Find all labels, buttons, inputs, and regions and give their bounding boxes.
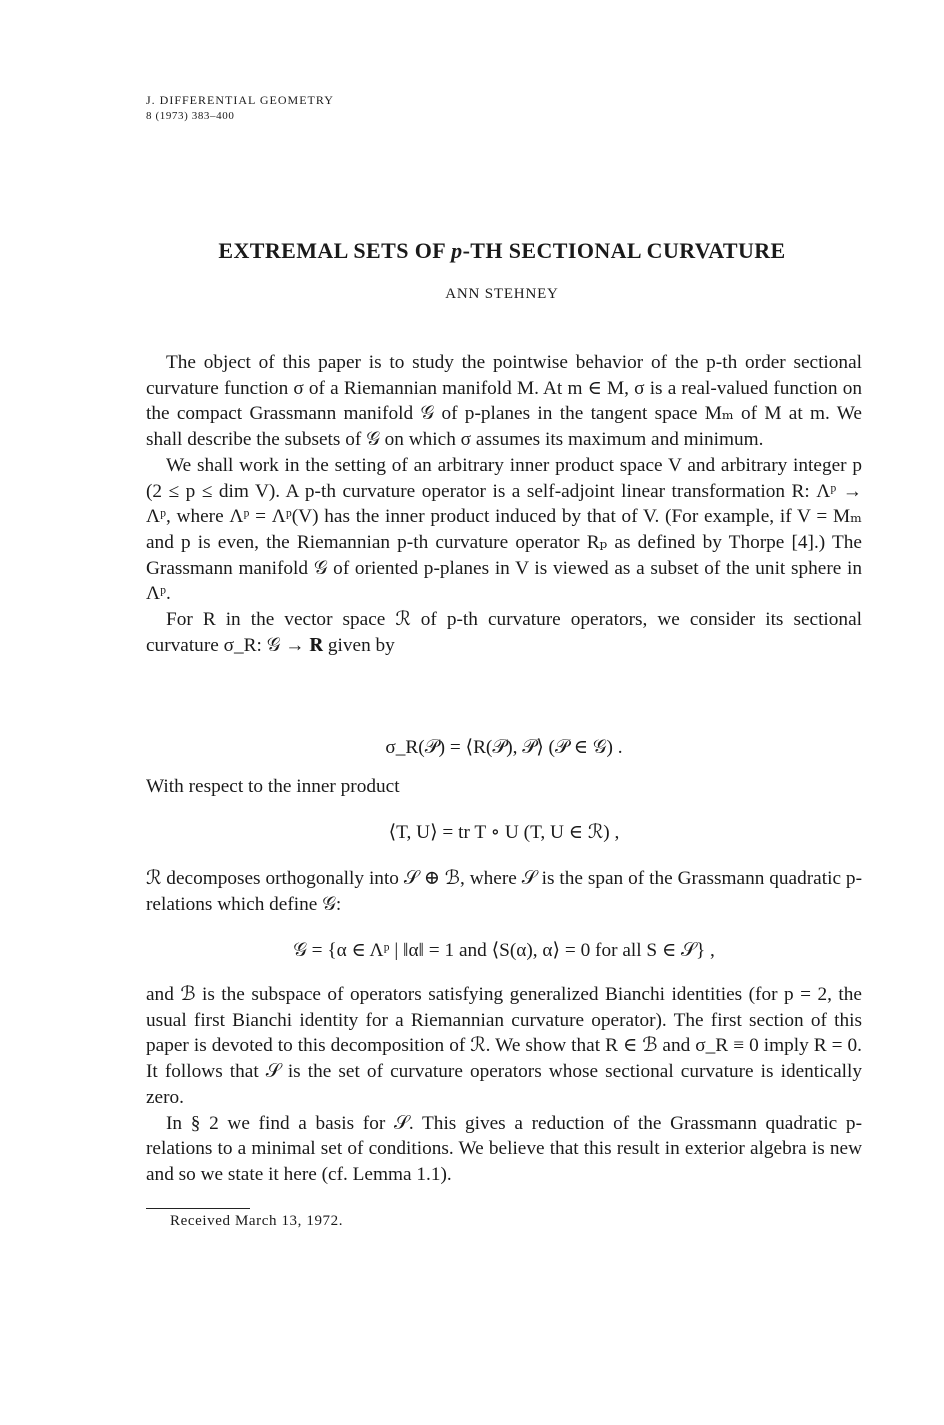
title-suffix: -TH SECTIONAL CURVATURE [462, 238, 786, 263]
journal-header [146, 92, 334, 124]
footnote-received: Received March 13, 1972. [170, 1213, 344, 1229]
body-block-4 [146, 982, 862, 1188]
paragraph-sectional-curvature: For R in the vector space ℛ of p-th curvature operators, we consider its sectional curvature σ_R: 𝒢 → 𝐑 given by [146, 609, 862, 656]
paper-title [146, 238, 858, 264]
body-block-2 [146, 774, 862, 800]
body-block-3 [146, 866, 862, 917]
title-prefix: EXTREMAL SETS OF [218, 238, 452, 263]
paragraph-inner-product: With respect to the inner product [146, 776, 400, 797]
paragraph-intro: The object of this paper is to study the pointwise behavior of the p-th order sectional curvature function σ of a Riemannian manifold M. At m ∈ M, σ is a real-valued function on the compact Grassmann manifold 𝒢 of p-planes in the tangent space Mₘ of M at m. We shall describe the subsets of 𝒢 on which σ assumes its maximum and minimum. [146, 352, 862, 451]
equation-inner-product: ⟨T, U⟩ = tr T ∘ U (T, U ∈ ℛ) , [388, 822, 620, 843]
footnote-divider [146, 1208, 250, 1209]
paragraph-setting: We shall work in the setting of an arbitrary inner product space V and arbitrary integer p (2 ≤ p ≤ dim V). A p-th curvature operator is a self-adjoint linear transformation R: Λᵖ → Λᵖ, where Λᵖ = Λᵖ(V) has the inner product induced by that of V. (For example, if V = Mₘ and p is even, the Riemannian p-th curvature operator Rₚ as defined by Thorpe [4].) The Grassmann manifold 𝒢 of oriented p-planes in V is viewed as a subset of the unit sphere in Λᵖ. [146, 454, 862, 605]
body-block-1 [146, 350, 862, 658]
paragraph-bianchi: and ℬ is the subspace of operators satisfying generalized Bianchi identities (for p = 2, the usual first Bianchi identity for a Riemannian curvature operator). The first section of this paper is devoted to this decomposition of ℛ. We show that R ∈ ℬ and σ_R ≡ 0 imply R = 0. It follows that 𝒮 is the set of curvature operators whose sectional curvature is identically zero. [146, 984, 862, 1108]
equation-grassmann: 𝒢 = {α ∈ Λᵖ | ‖α‖ = 1 and ⟨S(α), α⟩ = 0 for all S ∈ 𝒮} , [293, 940, 715, 961]
equation-sectional-curvature: σ_R(𝒫) = ⟨R(𝒫), 𝒫⟩ (𝒫 ∈ 𝒢) . [385, 737, 623, 758]
journal-name: J. DIFFERENTIAL GEOMETRY [146, 93, 334, 107]
journal-volume-pages: 8 (1973) 383–400 [146, 110, 235, 122]
title-italic: p [451, 238, 463, 263]
paragraph-basis: In § 2 we find a basis for 𝒮. This gives a reduction of the Grassmann quadratic p-relations to a minimal set of conditions. We believe that this result in exterior algebra is new and so we state it here (cf. Lemma 1.1). [146, 1112, 862, 1185]
paragraph-decomposition: ℛ decomposes orthogonally into 𝒮 ⊕ ℬ, where 𝒮 is the span of the Grassmann quadratic p-relations which define 𝒢: [146, 868, 862, 915]
author-name: ANN STEHNEY [445, 286, 559, 302]
